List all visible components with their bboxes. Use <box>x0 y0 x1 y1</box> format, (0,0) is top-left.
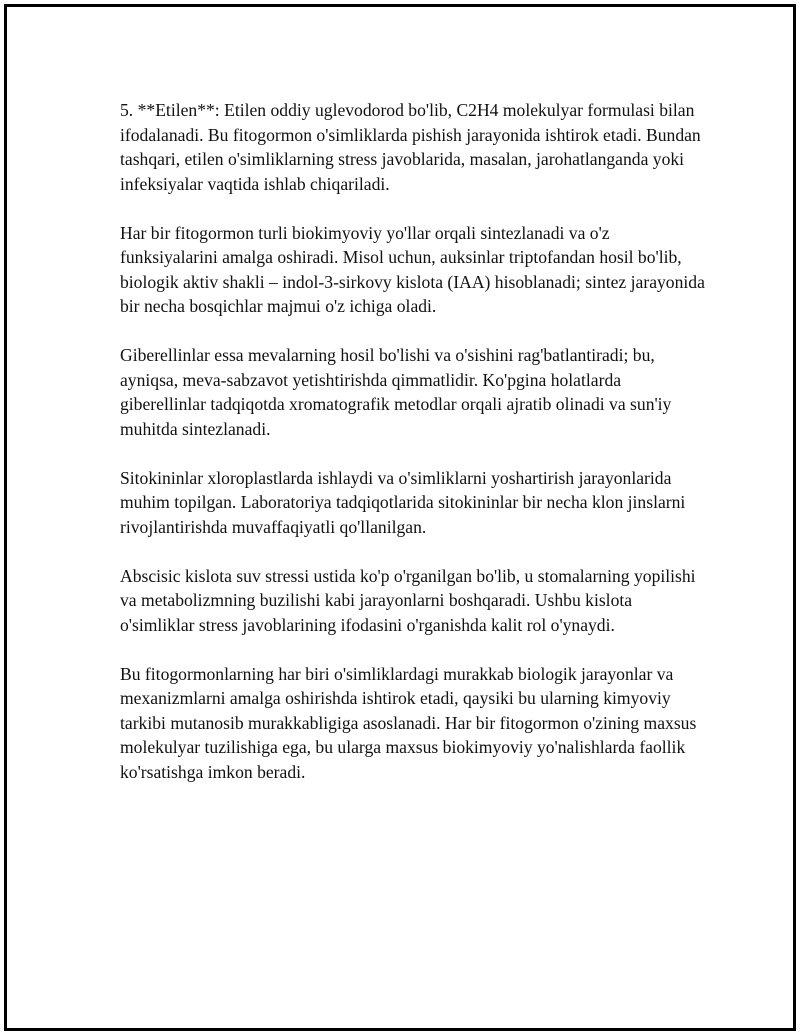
paragraph-abscisic-acid: Abscisic kislota suv stressi ustida ko'p o'rganilgan bo'lib, u stomalarning yopilishi va metabolizmning buzilishi kabi jarayonlarni boshqaradi. Ushbu kislota o'simliklar stress javoblarining ifodasini o'rganishda kalit rol o'ynaydi. <box>120 565 696 635</box>
paragraph-summary: Bu fitogormonlarning har biri o'simliklardagi murakkab biologik jarayonlar va mexanizmlarni amalga oshirishda ishtirok etadi, qaysiki bu ularning kimyoviy tarkibi mutanosib murakkabligiga asoslanadi. Har bir fitogormon o'zining maxsus molekulyar tuzilishiga ega, bu ularga maxsus biokimyoviy yo'nalishlarda faollik ko'rsatishga imkon beradi. <box>120 663 697 782</box>
document-page <box>4 4 796 1031</box>
paragraph-biosynthesis: Har bir fitogormon turli biokimyoviy yo'llar orqali sintezlanadi va o'z funksiyalarini amalga oshiradi. Misol uchun, auksinlar triptofandan hosil bo'lib, biologik aktiv shakli – indol-3-sirkovy kislota (IAA) hisoblanadi; sintez jarayonida bir necha bosqichlar majmui o'z ichiga oladi. <box>120 222 705 316</box>
document-body <box>120 98 705 809</box>
paragraph-cytokinins: Sitokininlar xloroplastlarda ishlaydi va o'simliklarni yoshartirish jarayonlarida muhim topilgan. Laboratoriya tadqiqotlarida sitokininlar bir necha klon jinslarni rivojlantirishda muvaffaqiyatli qo'llanilgan. <box>120 467 686 537</box>
paragraph-ethylene: 5. **Etilen**: Etilen oddiy uglevodorod bo'lib, C2H4 molekulyar formulasi bilan ifodalanadi. Bu fitogormon o'simliklarda pishish jarayonida ishtirok etadi. Bundan tashqari, etilen o'simliklarning stress javoblarida, masalan, jarohatlanganda yoki infeksiyalar vaqtida ishlab chiqariladi. <box>120 100 701 194</box>
paragraph-gibberellins: Giberellinlar essa mevalarning hosil bo'lishi va o'sishini rag'batlantiradi; bu, ayniqsa, meva-sabzavot yetishtirishda qimmatlidir. Ko'pgina holatlarda giberellinlar tadqiqotda xromatografik metodlar orqali ajratib olinadi va sun'iy muhitda sintezlanadi. <box>120 345 672 439</box>
